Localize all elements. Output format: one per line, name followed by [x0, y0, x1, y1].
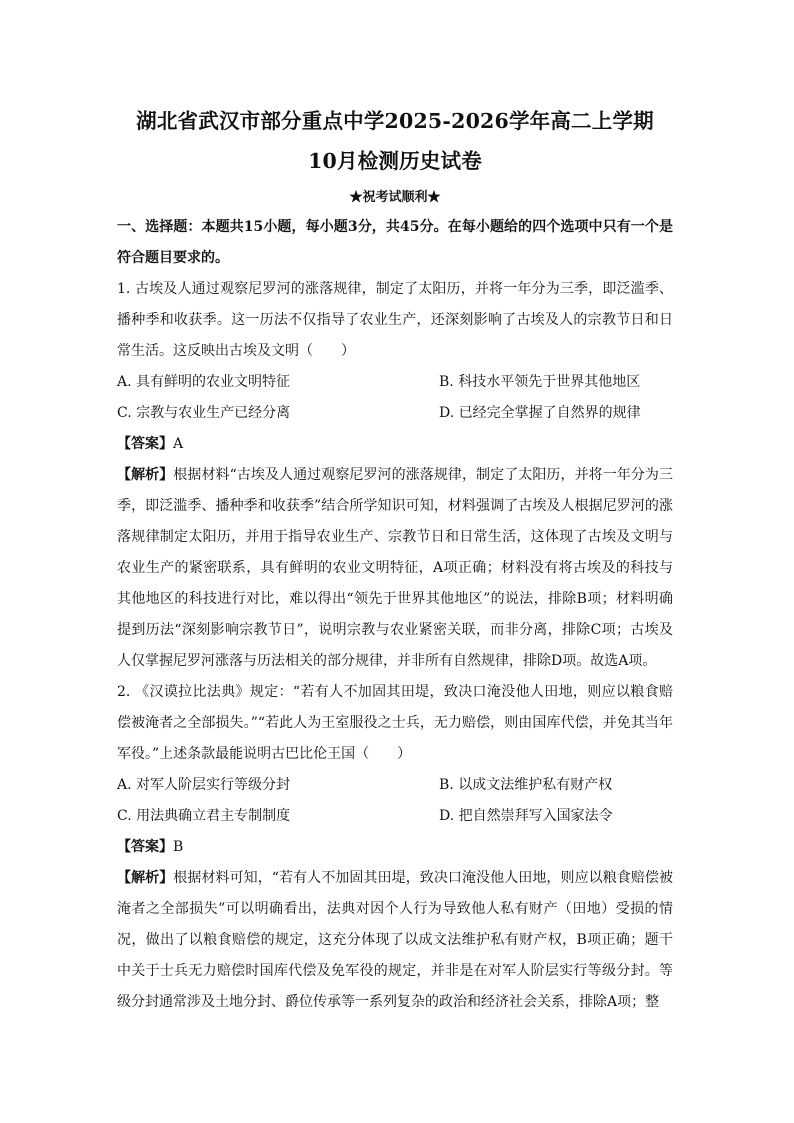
analysis-tag: 【解析】 — [117, 870, 174, 886]
analysis-text: 根据材料可知，“若有人不加固其田堤，致决口淹没他人田地，则应以粮食赔偿被淹者之全部损失”可以明确看出，法典对因个人行为导致他人私有财产（田地）受损的情况，做出了以粮食赔偿的规定，这充分体现了以成文法维护私有财产权，B项正确；题干中关于士兵无力赔偿时国库代偿及免军役的规定，并非是在对军人阶层实行等级分封。等级分封通常涉及土地分封、爵位传承等一系列复杂的政治和经济社会关系，排除A项；整 — [117, 870, 674, 1010]
answer-line — [117, 832, 673, 863]
option-c: C. 用法典确立君主专制制度 — [117, 808, 291, 824]
section-heading: 一、选择题：本题共15小题，每小题3分，共45分。在每小题给的四个选项中只有一个是符合题目要求的。 — [117, 219, 673, 266]
exam-title-line1: 湖北省武汉市部分重点中学2025-2026学年高二上学期 — [136, 109, 654, 133]
option-c: C. 宗教与农业生产已经分离 — [117, 405, 291, 421]
option-b: B. 以成文法维护私有财产权 — [439, 777, 613, 793]
blessing-text: ★祝考试顺利★ — [349, 190, 441, 205]
answer-value: B — [173, 839, 184, 855]
answer-tag: 【答案】 — [117, 436, 173, 452]
option-a: A. 具有鲜明的农业文明特征 — [117, 374, 291, 390]
answer-value: A — [173, 436, 184, 452]
question-stem: 1. 古埃及人通过观察尼罗河的涨落规律，制定了太阳历，并将一年分为三季，即泛滥季、播种季和收获季。这一历法不仅指导了农业生产，还深刻影响了古埃及人的宗教节日和日常生活。这反映出古埃及文明（ ） — [117, 281, 673, 359]
analysis-text: 根据材料“古埃及人通过观察尼罗河的涨落规律，制定了太阳历，并将一年分为三季，即泛滥季、播种季和收获季”结合所学知识可知，材料强调了古埃及人根据尼罗河的涨落规律制定太阳历，并用于指导农业生产、宗教节日和日常生活，这体现了古埃及文明与农业生产的紧密联系，具有鲜明的农业文明特征，A项正确；材料没有将古埃及的科技与其他地区的科技进行对比，难以得出“领先于世界其他地区”的说法，排除B项；材料明确提到历法“深刻影响宗教节日”，说明宗教与农业紧密关联，而非分离，排除C项；古埃及人仅掌握尼罗河涨落与历法相关的部分规律，并非所有自然规律，排除D项。故选A项。 — [117, 467, 674, 669]
answer-tag: 【答案】 — [117, 839, 173, 855]
question-stem: 2. 《汉谟拉比法典》规定：“若有人不加固其田堤，致决口淹没他人田地，则应以粮食赔偿被淹者之全部损失。”“若此人为王室服役之士兵，无力赔偿，则由国库代偿，并免其当年军役。”上述条款最能说明古巴比伦王国（ ） — [117, 684, 673, 762]
option-b: B. 科技水平领先于世界其他地区 — [439, 374, 641, 390]
option-list — [117, 770, 673, 832]
question-1 — [117, 274, 673, 677]
option-a: A. 对军人阶层实行等级分封 — [117, 777, 291, 793]
option-d: D. 把自然崇拜写入国家法令 — [439, 808, 613, 824]
exam-title-line2: 10月检测历史试卷 — [308, 149, 482, 173]
content-flow — [117, 212, 673, 1018]
question-2 — [117, 677, 673, 1018]
analysis-tag: 【解析】 — [117, 467, 174, 483]
analysis-paragraph — [117, 863, 673, 1018]
option-list — [117, 367, 673, 429]
option-d: D. 已经完全掌握了自然界的规律 — [439, 405, 641, 421]
answer-line — [117, 429, 673, 460]
analysis-paragraph — [117, 460, 673, 677]
